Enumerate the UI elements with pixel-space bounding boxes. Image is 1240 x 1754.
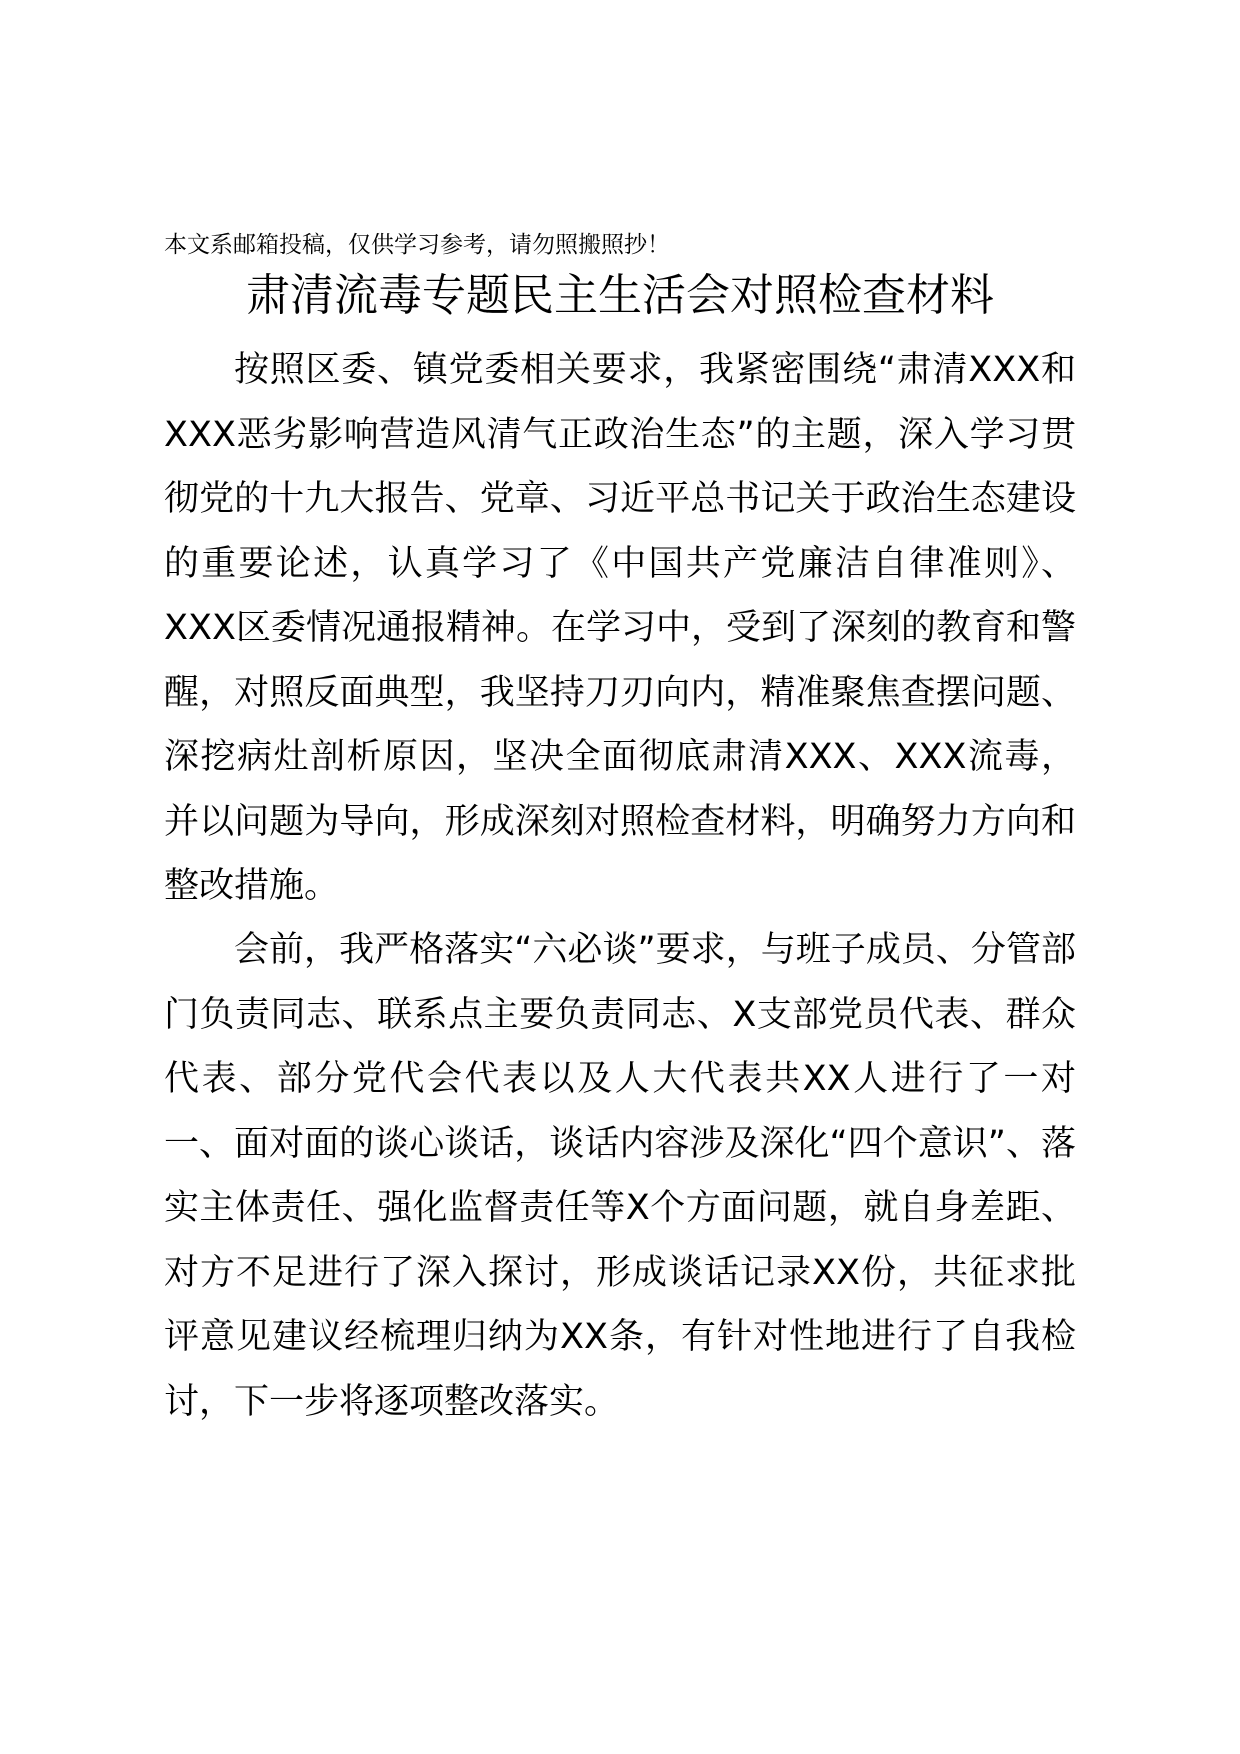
disclaimer-note: 本文系邮箱投稿，仅供学习参考，请勿照搬照抄！: [164, 232, 670, 258]
document-title: 肃清流毒专题民主生活会对照检查材料: [246, 270, 994, 321]
paragraph-2: 会前，我严格落实“六必谈”要求，与班子成员、分管部门负责同志、联系点主要负责同志、X支部党员代表、群众代表、部分党代会代表以及人大代表共XX人进行了一对一、面对面的谈心谈话，谈话内容涉及深化“四个意识”、落实主体责任、强化监督责任等X个方面问题，就自身差距、对方不足进行了深入探讨，形成谈话记录XX份，共征求批评意见建议经梳理归纳为XX条，有针对性地进行了自我检讨，下一步将逐项整改落实。: [164, 930, 1076, 1422]
paragraph-1: 按照区委、镇党委相关要求，我紧密围绕“肃清XXX和XXX恶劣影响营造风清气正政治生态”的主题，深入学习贯彻党的十九大报告、党章、习近平总书记关于政治生态建设的重要论述，认真学习了《中国共产党廉洁自律准则》、XXX区委情况通报精神。在学习中，受到了深刻的教育和警醒，对照反面典型，我坚持刀刃向内，精准聚焦查摆问题、深挖病灶剖析原因，坚决全面彻底肃清XXX、XXX流毒，并以问题为导向，形成深刻对照检查材料，明确努力方向和整改措施。: [164, 350, 1076, 906]
